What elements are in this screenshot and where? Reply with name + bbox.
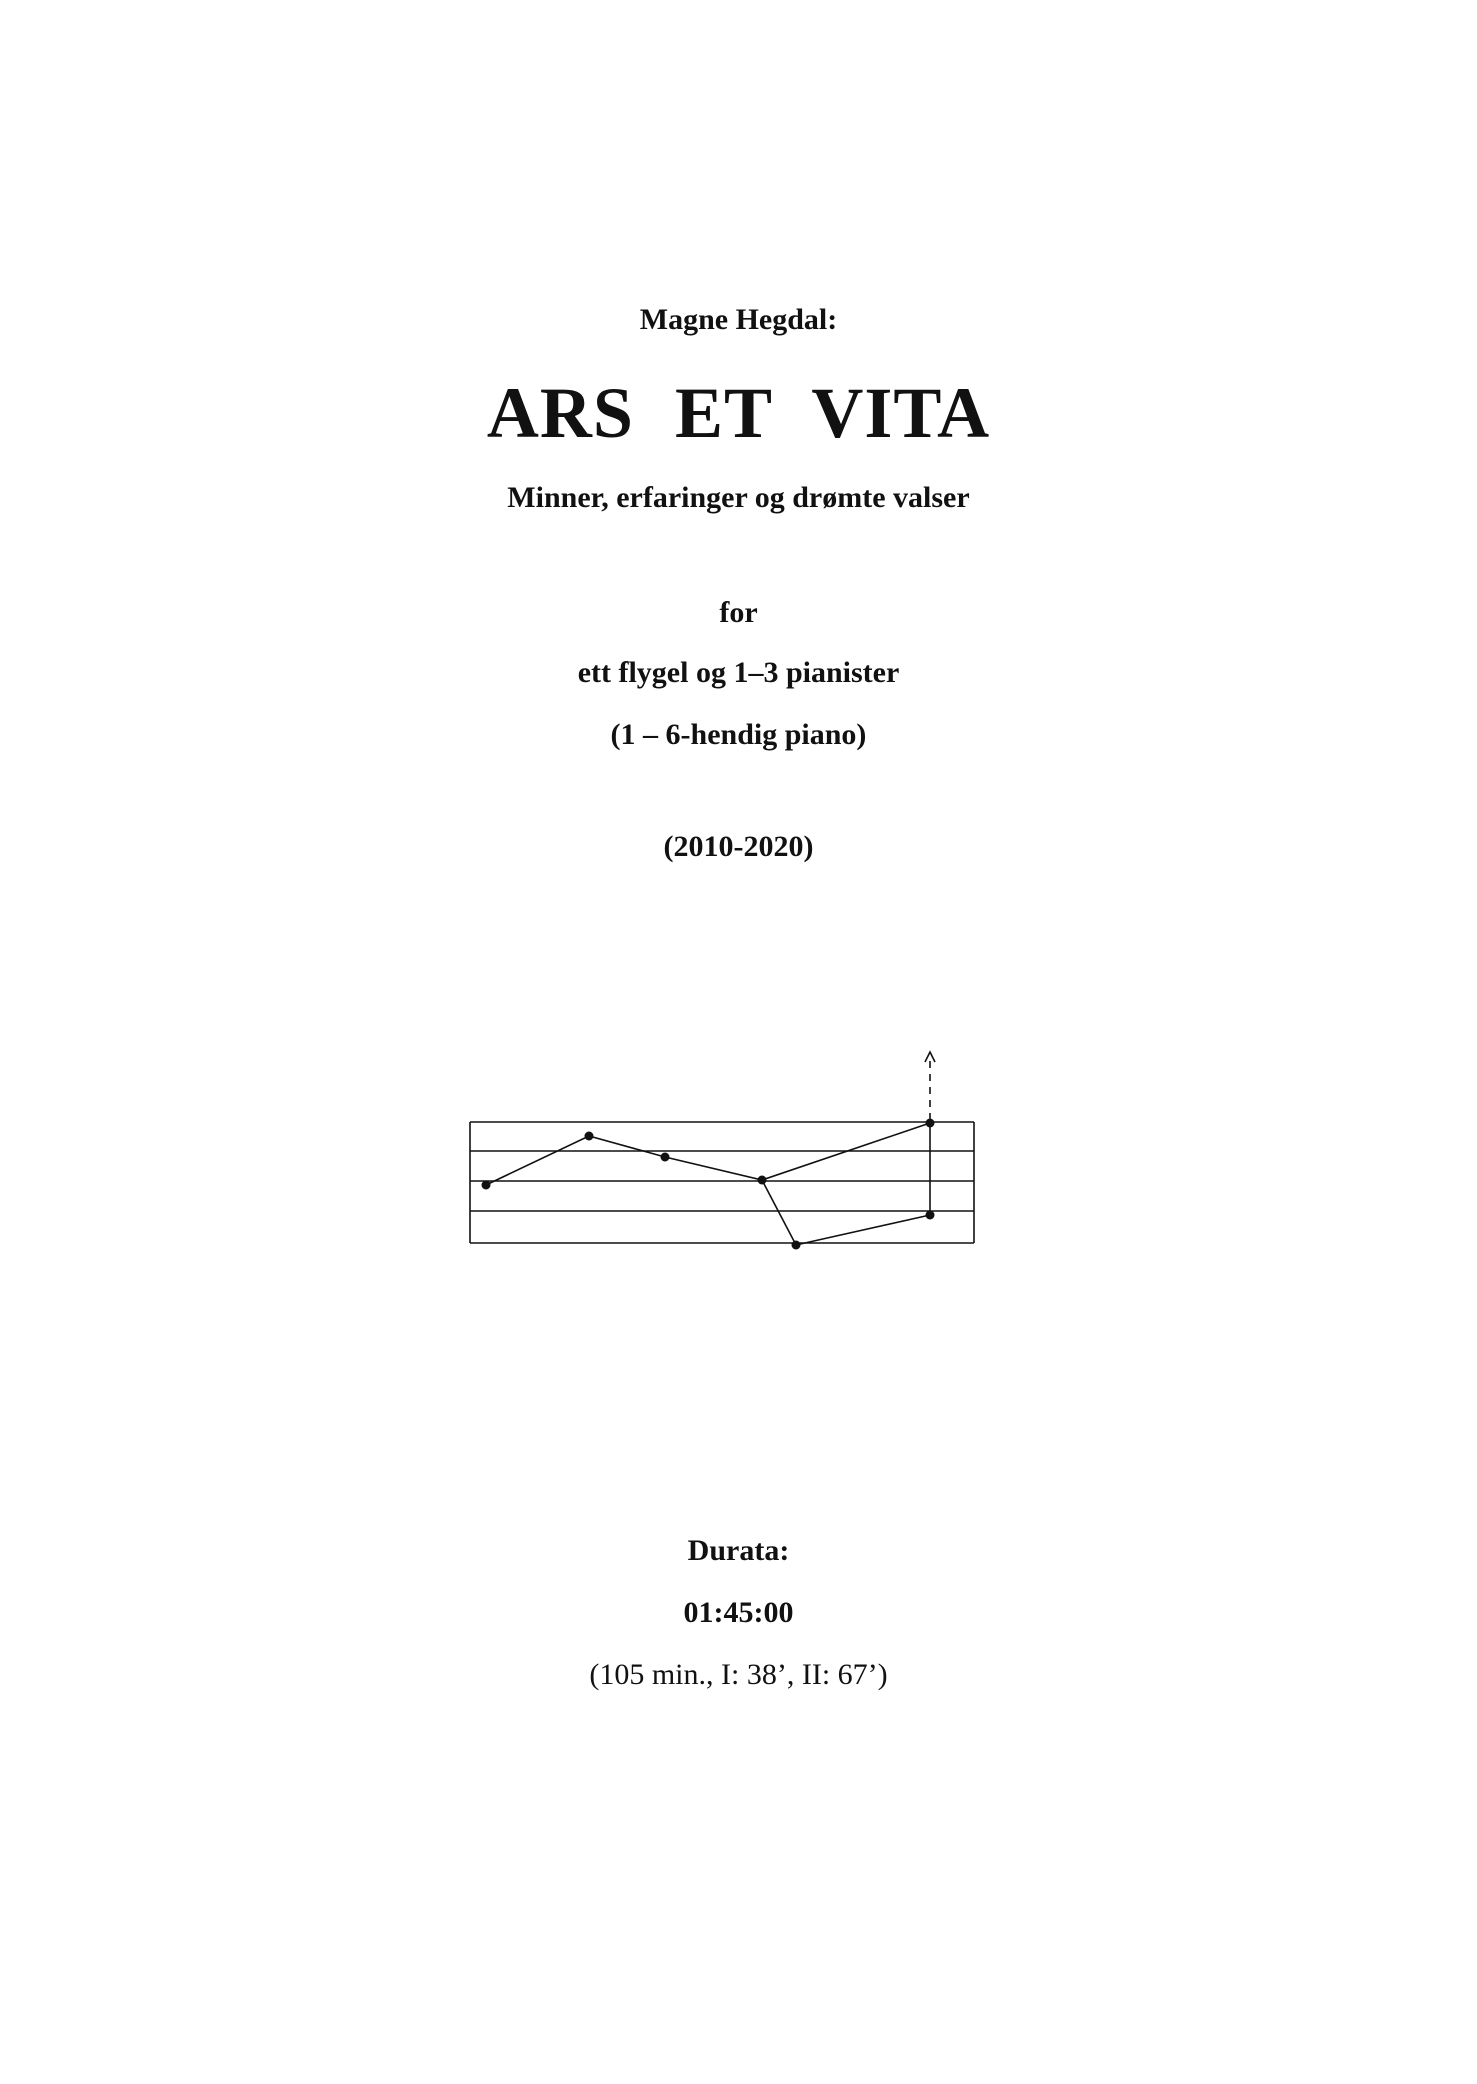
durata-time: 01:45:00 <box>683 1596 794 1629</box>
contour-path <box>486 1052 935 1245</box>
point-3 <box>661 1153 670 1162</box>
durata-label: Durata: <box>687 1534 790 1567</box>
point-7 <box>926 1119 935 1128</box>
arrow-head <box>925 1052 935 1062</box>
hands-note: (1 – 6-hendig piano) <box>610 718 867 751</box>
contour-upper <box>486 1123 930 1185</box>
instrumentation: ett flygel og 1–3 pianister <box>577 656 900 689</box>
work-title: ARS ET VITA <box>486 373 991 453</box>
composition-years: (2010-2020) <box>663 830 814 863</box>
point-4 <box>758 1176 767 1185</box>
point-6 <box>926 1211 935 1220</box>
staff-line-graphic <box>460 1040 980 1260</box>
point-5 <box>792 1241 801 1250</box>
contour-lower <box>762 1180 930 1245</box>
durata-detail: (105 min., I: 38’, II: 67’) <box>589 1658 888 1691</box>
work-subtitle: Minner, erfaringer og drømte valser <box>507 481 970 514</box>
composer-name: Magne Hegdal: <box>639 303 838 336</box>
point-1 <box>482 1181 491 1190</box>
staff-lines <box>470 1122 974 1243</box>
point-2 <box>585 1132 594 1141</box>
for-label: for <box>719 596 758 629</box>
